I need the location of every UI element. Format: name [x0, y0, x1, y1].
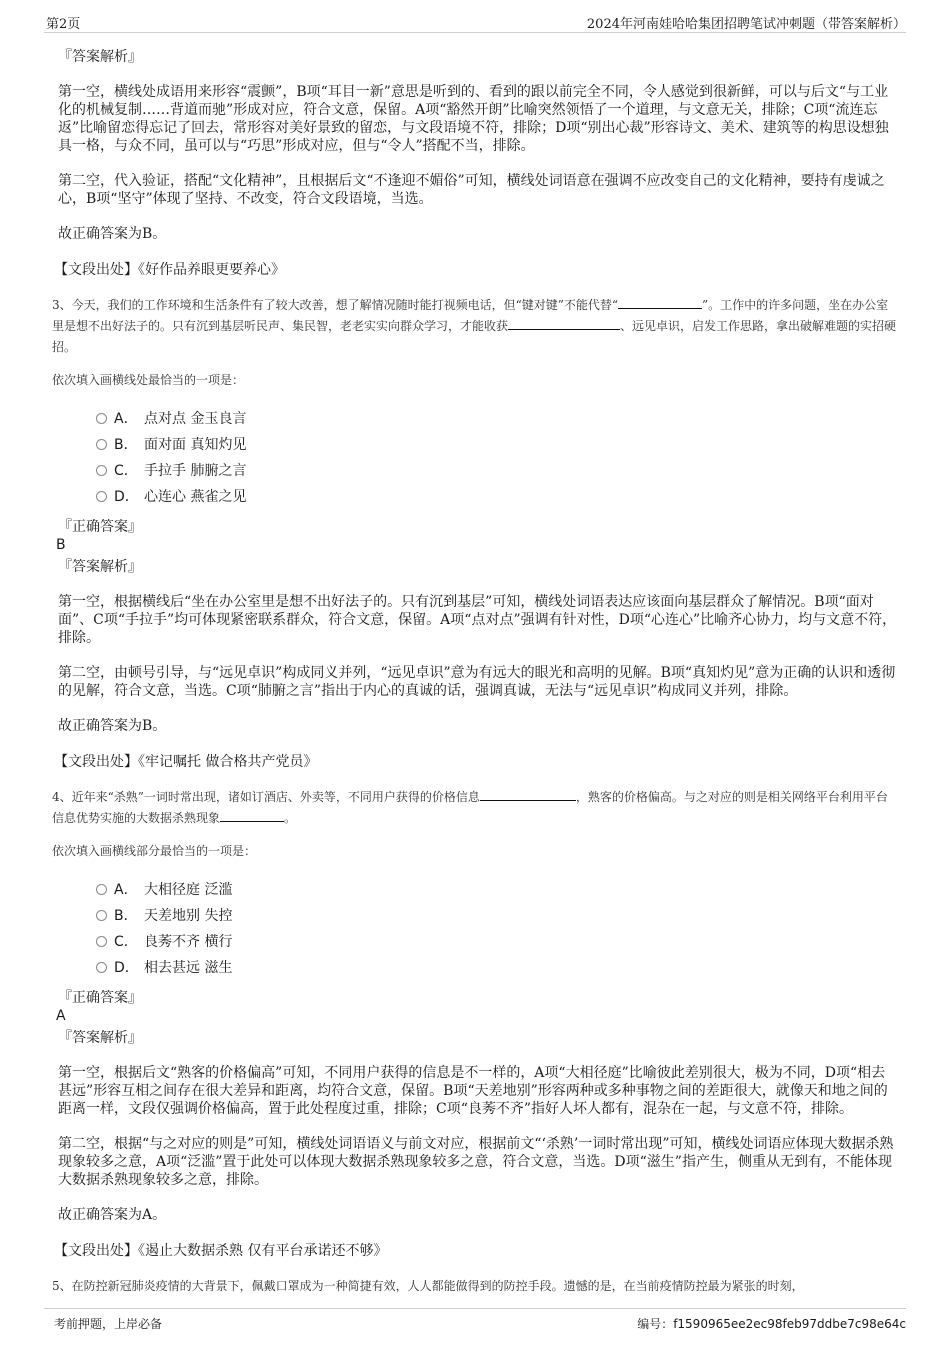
q3-blank-2 [508, 317, 620, 330]
q4-correct-tag: 『正确答案』 [58, 990, 142, 1006]
radio-icon[interactable] [96, 439, 107, 450]
document-id: 编号：f1590965ee2ec98feb97ddbe7c98e64c [637, 1317, 906, 1331]
q3-prompt: 依次填入画横线处最恰当的一项是： [52, 373, 245, 387]
q2-analysis-p1: 第一空，横线处成语用来形容“震颤”，B项“耳目一新”意思是听到的、看到的跟以前完全不同，令人感觉到很新鲜，可以与后文“与工业化的机械复制……背道而驰”形成对应，符合文意，保留。A项“豁然开朗”比喻突然领悟了一个道理，与文意无关，排除；C项“流连忘返”比喻留恋得忘记了回去，常形容对美好景致的留恋，与文段语境不符，排除；D项“别出心裁”形容诗文、美术、建筑等的构思设想独具一格，与众不同，虽可以与“巧思”形成对应，但与“令人”搭配不当，排除。 [58, 84, 889, 154]
q3-analysis-p2: 第二空，由顿号引导，与“远见卓识”构成同义并列，“远见卓识”意为有远大的眼光和高明的见解。B项“真知灼见”意为正确的认识和透彻的见解，符合文意，当选。C项“肺腑之言”指出于内心的真诚的话，强调真诚，无法与“远见卓识”构成同义并列，排除。 [58, 665, 896, 699]
q4-analysis-p1: 第一空，根据后文“熟客的价格偏高”可知，不同用户获得的信息是不一样的，A项“大相径庭”比喻彼此差别很大，极为不同，D项“相去甚远”形容互相之间存在很大差异和距离，均符合文意，保留。B项“天差地别”形容两种或多种事物之间的差距很大，就像天和地之间的距离一样，文段仅强调价格偏高，置于此处程度过重，排除；C项“良莠不齐”指好人坏人都有，混杂在一起，与文意不符，排除。 [58, 1065, 888, 1117]
q4-blank-2 [220, 809, 284, 822]
radio-icon[interactable] [96, 491, 107, 502]
page-footer [44, 1308, 906, 1339]
q3-analysis-tag: 『答案解析』 [58, 559, 142, 575]
footer-slogan: 考前押题，上岸必备 [54, 1317, 163, 1331]
page-header [44, 10, 906, 33]
q3-correct-answer: B [56, 537, 66, 553]
q4-stem: 4、近年来“杀熟”一词时常出现，诸如订酒店、外卖等，不同用户获得的价格信息 ，熟客的价格偏高。与之对应的则是相关网络平台利用平台信息优势实施的大数据杀熟现象 。 [52, 790, 888, 825]
radio-icon[interactable] [96, 910, 107, 921]
q2-source: 【文段出处】《好作品养眼更要养心》 [54, 262, 285, 278]
q3-analysis-p1: 第一空，根据横线后“坐在办公室里是想不出好法子的。只有沉到基层”可知，横线处词语表达应该面向基层群众了解情况。B项“面对面”、C项“手拉手”均可体现紧密联系群众，符合文意，保留。A项“点对点”强调有针对性，D项“心连心”比喻齐心协力，均与文意不符，排除。 [58, 594, 897, 646]
q4-option-c[interactable]: C． 良莠不齐 横行 [96, 929, 897, 955]
q3-option-b[interactable]: B． 面对面 真知灼见 [96, 432, 897, 458]
q4-option-b[interactable]: B． 天差地别 失控 [96, 903, 897, 929]
q3-options [96, 406, 897, 510]
q3-option-d[interactable]: D． 心连心 燕雀之见 [96, 484, 897, 510]
q4-conclusion: 故正确答案为A。 [58, 1207, 167, 1223]
q4-analysis-tag: 『答案解析』 [58, 1030, 142, 1046]
radio-icon[interactable] [96, 413, 107, 424]
q4-source: 【文段出处】《遏止大数据杀熟 仅有平台承诺还不够》 [54, 1243, 388, 1259]
q4-analysis-p2: 第二空，根据“与之对应的则是”可知，横线处词语语义与前文对应，根据前文“‘杀熟’一词时常出现”可知，横线处词语应体现大数据杀熟现象较多之意，A项“泛滥”置于此处可以体现大数据杀熟现象较多之意，符合文意，当选。D项“滋生”指产生，侧重从无到有，不能体现大数据杀熟现象较多之意，排除。 [58, 1136, 894, 1188]
q4-options [96, 877, 897, 981]
q3-blank-1 [618, 296, 702, 309]
q3-stem: 3、今天，我们的工作环境和生活条件有了较大改善，想了解情况随时能打视频电话，但“键对键”不能代替“ ”。工作中的许多问题，坐在办公室里是想不出好法子的。只有沉到基层听民声、集民智，老老实实向群众学习，才能收获 、远见卓识，启发工作思路，拿出破解难题的实招硬招。 [52, 298, 897, 354]
document-title: 2024年河南娃哈哈集团招聘笔试冲刺题（带答案解析） [586, 17, 906, 32]
q3-option-c[interactable]: C． 手拉手 肺腑之言 [96, 458, 897, 484]
q3-source: 【文段出处】《牢记嘱托 做合格共产党员》 [54, 754, 318, 770]
document-body [52, 40, 897, 1297]
q4-blank-1 [480, 788, 576, 801]
q3-conclusion: 故正确答案为B。 [58, 718, 167, 734]
q4-option-a[interactable]: A． 大相径庭 泛滥 [96, 877, 897, 903]
radio-icon[interactable] [96, 465, 107, 476]
q2-analysis-tag: 『答案解析』 [58, 49, 142, 65]
q5-stem: 5、在防控新冠肺炎疫情的大背景下，佩戴口罩成为一种简捷有效，人人都能做得到的防控手段。遗憾的是，在当前疫情防控最为紧张的时刻， [52, 1279, 804, 1293]
q2-conclusion: 故正确答案为B。 [58, 226, 167, 242]
q4-correct-answer: A [56, 1008, 66, 1024]
q3-option-a[interactable]: A． 点对点 金玉良言 [96, 406, 897, 432]
radio-icon[interactable] [96, 936, 107, 947]
radio-icon[interactable] [96, 884, 107, 895]
page-number: 第2页 [46, 17, 81, 32]
q3-correct-tag: 『正确答案』 [58, 519, 142, 535]
q4-prompt: 依次填入画横线部分最恰当的一项是： [52, 844, 257, 858]
q4-option-d[interactable]: D． 相去甚远 滋生 [96, 955, 897, 981]
radio-icon[interactable] [96, 962, 107, 973]
q2-analysis-p2: 第二空，代入验证，搭配“文化精神”，且根据后文“不逢迎不媚俗”可知，横线处词语意在强调不应改变自己的文化精神，要持有虔诚之心，B项“坚守”体现了坚持、不改变，符合文段语境，当选。 [58, 173, 885, 207]
